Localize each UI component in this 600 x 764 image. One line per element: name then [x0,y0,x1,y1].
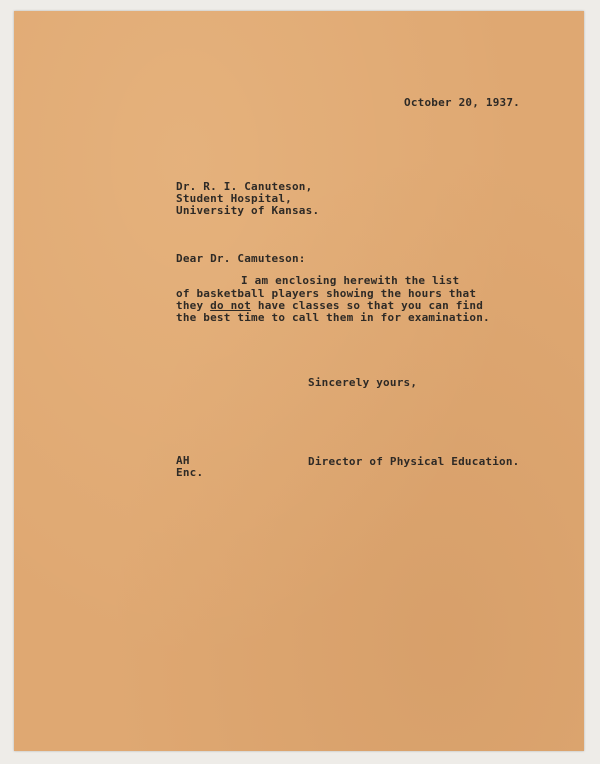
paper-sheet [14,11,584,751]
body-line-1: I am enclosing herewith the list [241,274,460,287]
emphasized-phrase: do not [210,299,252,312]
address-line-2: Student Hospital, [176,192,292,205]
body-line-4: the best time to call them in for examination. [176,311,490,324]
typist-initials: AH [176,454,190,467]
letter-date: October 20, 1937. [404,96,520,109]
salutation: Dear Dr. Camuteson: [176,252,306,265]
address-line-1: Dr. R. I. Canuteson, [176,180,313,193]
enclosure-note: Enc. [176,466,204,479]
address-line-3: University of Kansas. [176,204,320,217]
closing: Sincerely yours, [308,376,418,389]
body-line-3-start: they [176,299,211,312]
body-line-2: of basketball players showing the hours that [176,287,477,300]
body-line-3-end: have classes so that you can find [251,299,484,312]
signature-title: Director of Physical Education. [308,455,520,468]
